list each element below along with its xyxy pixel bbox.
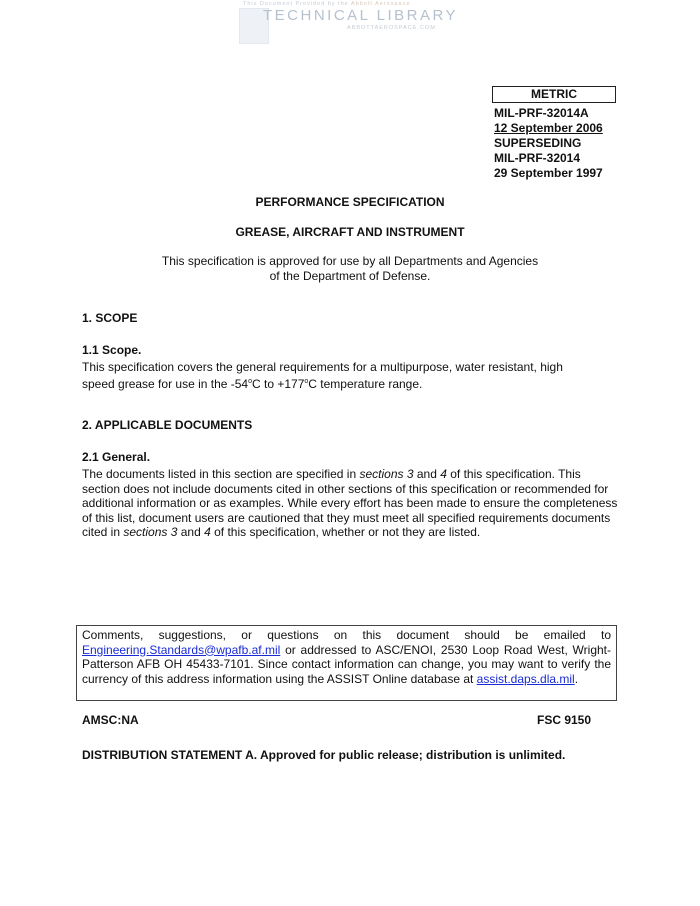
general-ref-4b: 4 (204, 525, 211, 539)
watermark-brand: Abbott Aerospace (350, 1, 411, 7)
comments-box (76, 625, 617, 701)
distribution-statement: DISTRIBUTION STATEMENT A. Approved for public release; distribution is unlimited. (82, 748, 566, 762)
section-1-heading: 1. SCOPE (82, 311, 138, 325)
fsc-code: FSC 9150 (537, 713, 592, 727)
scope-text-c: C temperature range. (308, 376, 423, 391)
watermark-title: TECHNICAL LIBRARY (263, 7, 459, 24)
doc-date: 12 September 2006 (494, 121, 603, 135)
scope-line-1: This specification covers the general requirements for a multipurpose, water resistant, high (82, 360, 563, 374)
section-1-1-heading: 1.1 Scope. (82, 343, 142, 357)
approval-line-2: of the Department of Defense. (269, 268, 431, 283)
general-text-2: of this specification. This section does not include documents cited in other sections of this specification or recommended for additional information or as examples. While every effort has been made to ensure the completeness of this list, document users are cautioned that they must meet all specified requirements documents cited in (82, 467, 618, 539)
general-ref-sections-3b: sections 3 (123, 525, 178, 539)
metric-label: METRIC (492, 86, 616, 103)
approval-line-1: This specification is approved for use by all Departments and Agencies (161, 254, 539, 268)
watermark-url: ABBOTTAEROSPACE.COM (347, 25, 436, 31)
superseding-label: SUPERSEDING (494, 136, 582, 150)
approval-statement (0, 254, 700, 283)
doc-number: MIL-PRF-32014A (494, 106, 589, 120)
section-1-1-body (82, 360, 622, 391)
watermark-prefix: This Document Provided by the (243, 1, 349, 7)
section-2-heading: 2. APPLICABLE DOCUMENTS (82, 418, 253, 432)
comment-text-1: Comments, suggestions, or questions on this document should be emailed to (82, 628, 611, 642)
comment-text-3: . (574, 671, 579, 686)
scope-text-a: speed grease for use in the -54 (82, 376, 249, 391)
superseded-date: 29 September 1997 (494, 166, 603, 180)
degree-symbol: o (304, 377, 309, 385)
degree-symbol: o (248, 377, 253, 385)
general-and-2: and (177, 525, 205, 539)
document-id-block (494, 106, 603, 181)
assist-link[interactable]: assist.daps.dla.mil (476, 671, 575, 686)
scope-text-b: C to +177 (252, 376, 305, 391)
spec-type-title: PERFORMANCE SPECIFICATION (255, 195, 445, 209)
general-ref-4: 4 (440, 467, 447, 481)
technical-library-watermark (235, 0, 465, 46)
general-ref-sections-3: sections 3 (359, 467, 414, 481)
scope-line-2 (82, 375, 622, 392)
superseded-number: MIL-PRF-32014 (494, 151, 581, 165)
subject-title: GREASE, AIRCRAFT AND INSTRUMENT (235, 225, 465, 239)
section-2-1-body (82, 467, 620, 540)
email-link[interactable]: Engineering.Standards@wpafb.af.mil (82, 642, 281, 657)
general-text-1: The documents listed in this section are specified in (82, 467, 360, 481)
comment-text-2: or addressed to ASC/ENOI, 2530 Loop Road West, Wright-Patterson AFB OH 45433-7101. Since contact information can change, you may want to verify the currency of this address information using the ASSIST Online database at (82, 642, 611, 686)
general-text-3: of this specification, whether or not they are listed. (210, 525, 481, 539)
amsc-code: AMSC:NA (82, 713, 139, 727)
section-2-1-heading: 2.1 General. (82, 450, 151, 464)
general-and: and (413, 467, 441, 481)
